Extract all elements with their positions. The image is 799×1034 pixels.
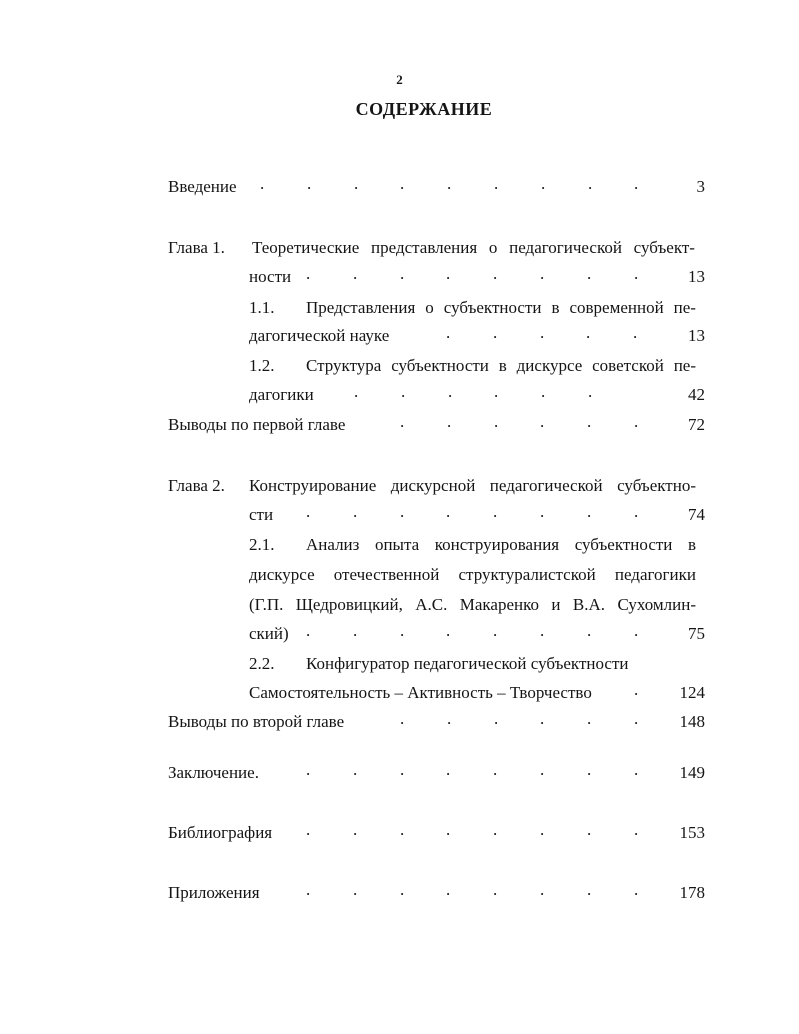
leader-dot: .	[354, 382, 359, 401]
leader-dot: .	[446, 502, 451, 521]
leader-dot: .	[540, 760, 545, 779]
leader-dot: .	[493, 880, 498, 899]
section-title-line: дагогики	[249, 385, 314, 404]
toc-word: в	[551, 298, 560, 317]
section-number: 2.2.	[249, 654, 275, 673]
toc-word: пе-	[673, 298, 696, 317]
leader-dot: .	[447, 174, 452, 193]
toc-word: Структура	[306, 356, 382, 375]
page-title: СОДЕРЖАНИЕ	[355, 99, 493, 119]
toc-word: опыта	[374, 535, 420, 554]
toc-label: Библиография	[168, 823, 273, 842]
toc-entry-appendices[interactable]	[0, 882, 799, 904]
leader-dot: .	[493, 621, 498, 640]
leader-dot: .	[306, 880, 311, 899]
toc-word: педагогики	[614, 565, 696, 584]
toc-entry-conclusion[interactable]	[0, 762, 799, 784]
leader-dot: .	[353, 760, 358, 779]
leader-dot: .	[448, 382, 453, 401]
leader-dot: .	[634, 412, 639, 431]
leader-dot: .	[634, 621, 639, 640]
toc-word: Анализ	[306, 535, 360, 554]
toc-entry-section-2-1-cont	[0, 564, 799, 586]
section-title-line	[306, 534, 696, 556]
toc-word: дискурсной	[390, 476, 476, 495]
leader-dot: .	[587, 264, 592, 283]
leader-dot: .	[541, 174, 546, 193]
leader-dot: .	[634, 820, 639, 839]
toc-word: в	[498, 356, 507, 375]
toc-entry-chapter-2[interactable]	[0, 475, 799, 497]
toc-word: субъект-	[633, 238, 695, 257]
leader-dot: .	[447, 412, 452, 431]
toc-page-number: 42	[688, 385, 705, 404]
leader-dot: .	[354, 174, 359, 193]
toc-page-number: 72	[688, 415, 705, 434]
chapter-title-line: ности	[249, 267, 292, 286]
leader-dot: .	[400, 412, 405, 431]
toc-word: современной	[569, 298, 664, 317]
leader-dot: .	[494, 382, 499, 401]
leader-dot: .	[493, 264, 498, 283]
leader-dot: .	[588, 174, 593, 193]
leader-dot: .	[587, 820, 592, 839]
toc-page-number: 153	[679, 823, 705, 842]
leader-dot: .	[307, 174, 312, 193]
leader-dot: .	[353, 880, 358, 899]
toc-entry-section-2-2-cont	[0, 682, 799, 704]
section-title-line: дагогической науке	[249, 326, 390, 345]
chapter-number: Глава 2.	[168, 476, 225, 495]
leader-dot: .	[587, 709, 592, 728]
toc-entry-chapter-1[interactable]	[0, 237, 799, 259]
toc-entry-section-2-2[interactable]	[0, 653, 799, 675]
toc-word: субъектности	[391, 356, 489, 375]
toc-word: В.А.	[572, 595, 606, 614]
leader-dot: .	[493, 323, 498, 342]
leader-dot: .	[540, 880, 545, 899]
chapter-title-line	[252, 237, 695, 259]
toc-word: Щедровицкий,	[295, 595, 403, 614]
leader-dot: .	[540, 502, 545, 521]
leader-dot: .	[446, 760, 451, 779]
toc-entry-section-2-1-cont	[0, 594, 799, 616]
leader-dot: .	[306, 264, 311, 283]
toc-page-number: 75	[688, 624, 705, 643]
toc-entry-conclusions-2[interactable]	[0, 711, 799, 733]
section-title-line	[306, 297, 696, 319]
toc-page-number: 149	[679, 763, 705, 782]
leader-dot: .	[400, 709, 405, 728]
toc-page-number: 74	[688, 505, 705, 524]
leader-dot: .	[260, 174, 265, 193]
leader-dot: .	[634, 880, 639, 899]
leader-dot: .	[540, 621, 545, 640]
leader-dot: .	[634, 680, 639, 699]
leader-dot: .	[400, 174, 405, 193]
leader-dot: .	[446, 820, 451, 839]
leader-dot: .	[587, 760, 592, 779]
toc-entry-section-1-2[interactable]	[0, 355, 799, 377]
toc-word: А.С.	[415, 595, 448, 614]
leader-dot: .	[306, 760, 311, 779]
section-title-line	[249, 564, 696, 586]
toc-word: о	[425, 298, 434, 317]
leader-dot: .	[446, 621, 451, 640]
toc-word: пе-	[673, 356, 696, 375]
toc-entry-section-1-2-cont	[0, 384, 799, 406]
toc-page-number: 13	[688, 267, 705, 286]
leader-dot: .	[306, 502, 311, 521]
toc-word: (Г.П.	[249, 595, 284, 614]
section-title-line: ский)	[249, 624, 289, 643]
toc-entry-section-2-1[interactable]	[0, 534, 799, 556]
toc-label: Заключение.	[168, 763, 259, 782]
toc-word: субъектно-	[617, 476, 696, 495]
toc-word: педагогической	[489, 476, 603, 495]
toc-word: конструирования	[434, 535, 560, 554]
toc-entry-bibliography[interactable]	[0, 822, 799, 844]
chapter-title-line	[249, 475, 696, 497]
leader-dot: .	[446, 264, 451, 283]
toc-word: Теоретические	[252, 238, 360, 257]
toc-entry-section-1-1-cont	[0, 325, 799, 347]
leader-dot: .	[540, 323, 545, 342]
toc-word: Конструирование	[249, 476, 377, 495]
toc-word: Представления	[306, 298, 416, 317]
toc-word: субъектности	[443, 298, 542, 317]
toc-entry-section-2-1-cont	[0, 623, 799, 645]
leader-dot: .	[586, 323, 591, 342]
section-title-line: Самостоятельность – Активность – Творчество	[249, 683, 592, 702]
toc-entry-intro[interactable]	[0, 176, 799, 198]
toc-entry-chapter-1-cont	[0, 266, 799, 288]
leader-dot: .	[306, 820, 311, 839]
leader-dot: .	[634, 502, 639, 521]
leader-dot: .	[400, 880, 405, 899]
leader-dot: .	[400, 760, 405, 779]
leader-dot: .	[634, 760, 639, 779]
toc-word: и	[551, 595, 561, 614]
section-number: 1.1.	[249, 298, 275, 317]
toc-page-number: 3	[696, 177, 705, 196]
section-title-line: Конфигуратор педагогической субъектности	[306, 654, 629, 673]
leader-dot: .	[494, 709, 499, 728]
leader-dot: .	[633, 323, 638, 342]
leader-dot: .	[588, 382, 593, 401]
toc-page-number: 148	[679, 712, 705, 731]
leader-dot: .	[540, 412, 545, 431]
leader-dot: .	[587, 621, 592, 640]
toc-word: дискурсе	[516, 356, 583, 375]
toc-word: структуралистской	[458, 565, 596, 584]
leader-dot: .	[540, 709, 545, 728]
toc-word: советской	[592, 356, 664, 375]
toc-word: педагогической	[509, 238, 622, 257]
section-number: 2.1.	[249, 535, 275, 554]
leader-dot: .	[400, 502, 405, 521]
leader-dot: .	[493, 502, 498, 521]
leader-dot: .	[353, 820, 358, 839]
toc-word: отечественной	[333, 565, 440, 584]
section-number: 1.2.	[249, 356, 275, 375]
leader-dot: .	[401, 382, 406, 401]
toc-word: о	[488, 238, 498, 257]
leader-dot: .	[634, 709, 639, 728]
toc-word: Сухомлин-	[617, 595, 696, 614]
toc-word: субъектности	[574, 535, 673, 554]
chapter-number: Глава 1.	[168, 238, 225, 257]
leader-dot: .	[540, 264, 545, 283]
toc-page-number: 124	[679, 683, 705, 702]
toc-word: Макаренко	[459, 595, 539, 614]
toc-page-number: 178	[679, 883, 705, 902]
toc-label: Приложения	[168, 883, 260, 902]
leader-dot: .	[494, 174, 499, 193]
leader-dot: .	[634, 264, 639, 283]
leader-dot: .	[587, 412, 592, 431]
toc-page-number: 13	[688, 326, 705, 345]
leader-dot: .	[493, 760, 498, 779]
leader-dot: .	[446, 880, 451, 899]
section-title-line	[306, 355, 696, 377]
toc-word: в	[687, 535, 696, 554]
toc-entry-conclusions-1[interactable]	[0, 414, 799, 436]
leader-dot: .	[587, 880, 592, 899]
leader-dot: .	[400, 820, 405, 839]
leader-dot: .	[494, 412, 499, 431]
chapter-title-line: сти	[249, 505, 274, 524]
toc-label: Выводы по первой главе	[168, 415, 346, 434]
leader-dot: .	[540, 820, 545, 839]
leader-dot: .	[447, 709, 452, 728]
leader-dot: .	[353, 502, 358, 521]
toc-word: дискурсе	[249, 565, 315, 584]
leader-dot: .	[400, 264, 405, 283]
leader-dot: .	[493, 820, 498, 839]
leader-dot: .	[306, 621, 311, 640]
toc-entry-chapter-2-cont	[0, 504, 799, 526]
leader-dot: .	[353, 264, 358, 283]
leader-dot: .	[587, 502, 592, 521]
leader-dot: .	[541, 382, 546, 401]
toc-word: представления	[371, 238, 478, 257]
page-number: 2	[396, 72, 403, 87]
toc-label: Выводы по второй главе	[168, 712, 345, 731]
section-title-line	[249, 594, 696, 616]
leader-dot: .	[634, 174, 639, 193]
leader-dot: .	[353, 621, 358, 640]
toc-label: Введение	[168, 177, 237, 196]
toc-entry-section-1-1[interactable]	[0, 297, 799, 319]
leader-dot: .	[400, 621, 405, 640]
leader-dot: .	[446, 323, 451, 342]
